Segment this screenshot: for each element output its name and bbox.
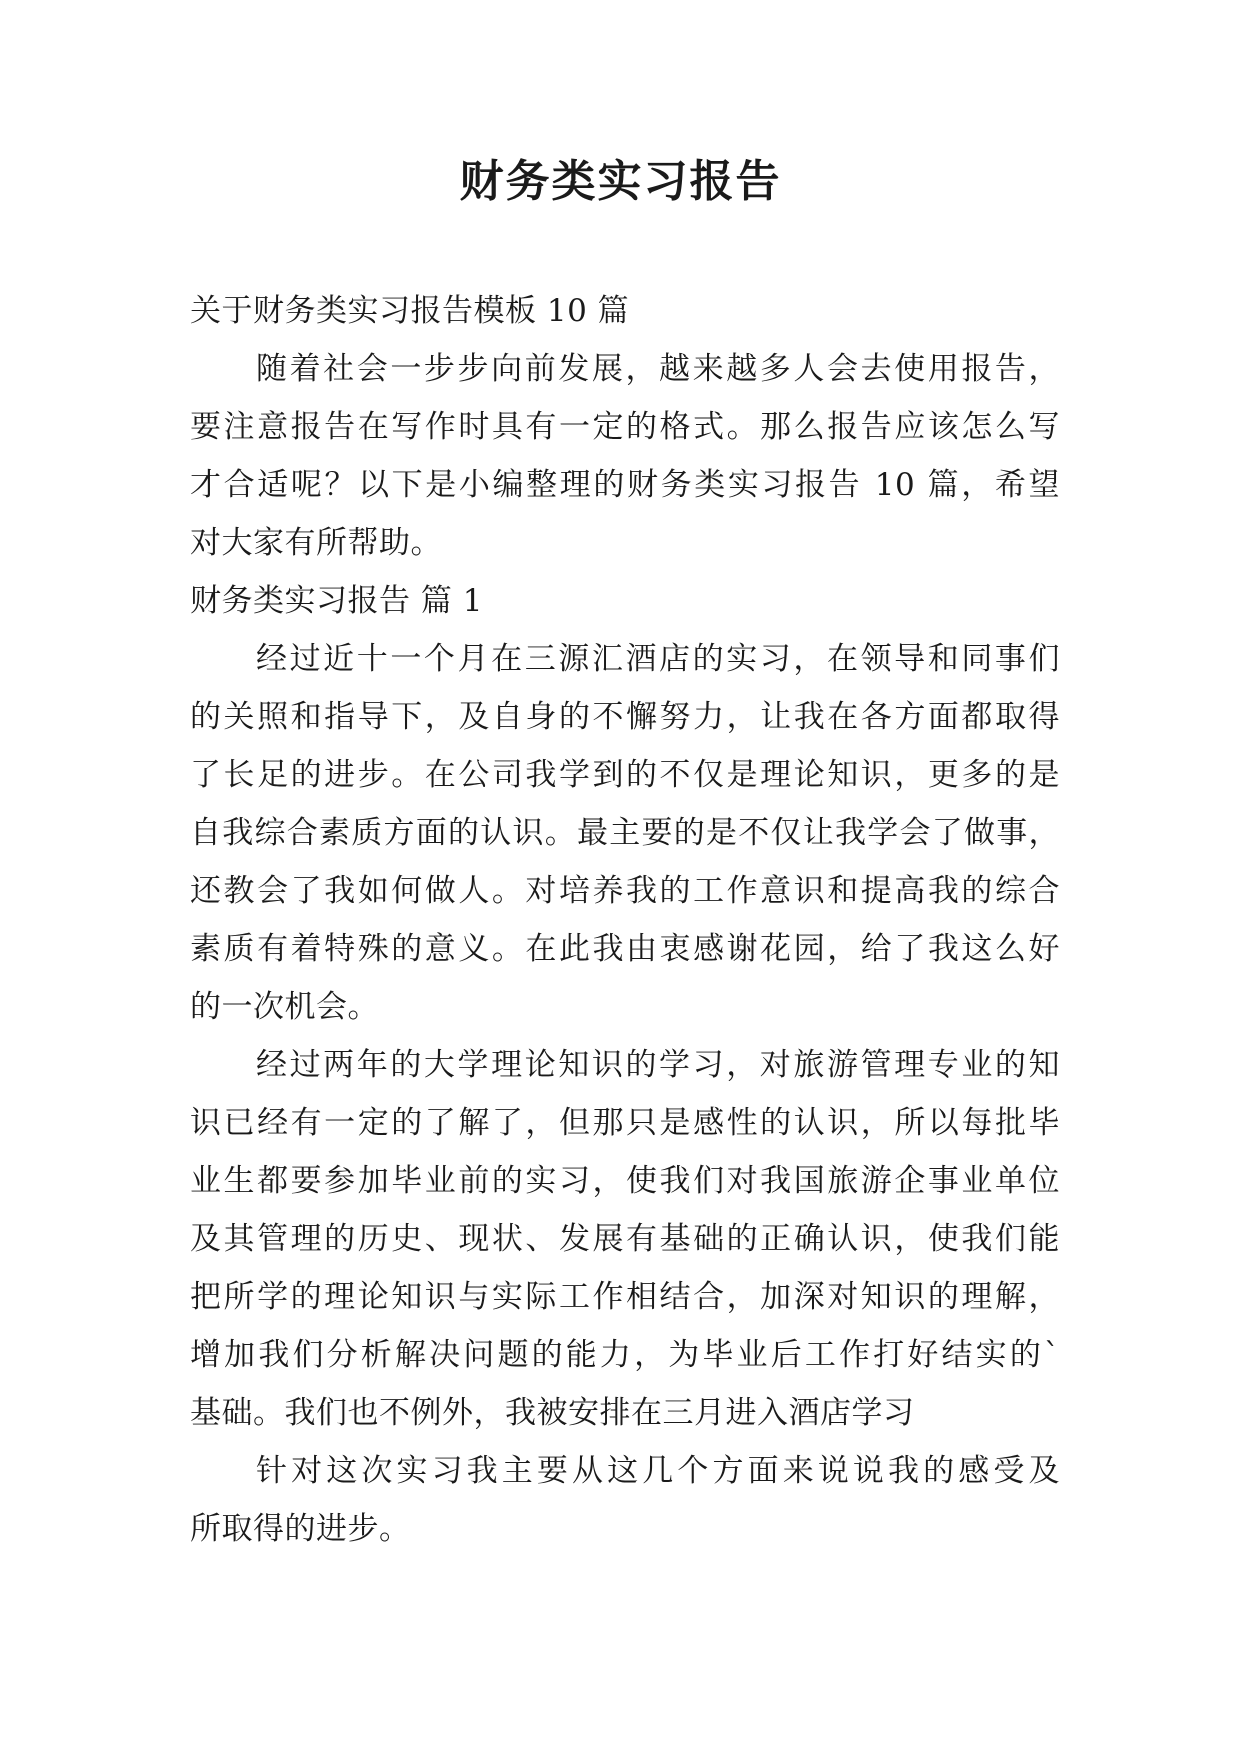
- paragraph-line: 及其管理的历史、现状、发展有基础的正确认识，使我们能: [190, 1221, 1060, 1257]
- subtitle-line: 关于财务类实习报告模板 10 篇: [190, 293, 630, 329]
- paragraph-line: 素质有着特殊的意义。在此我由衷感谢花园，给了我这么好: [190, 931, 1060, 967]
- paragraph-line: 针对这次实习我主要从这几个方面来说说我的感受及: [256, 1453, 1060, 1489]
- paragraph-line: 对大家有所帮助。: [190, 525, 442, 561]
- paragraph-line: 还教会了我如何做人。对培养我的工作意识和提高我的综合: [190, 873, 1060, 909]
- paragraph-line: 把所学的理论知识与实际工作相结合，加深对知识的理解，: [190, 1279, 1060, 1315]
- paragraph-line: 经过近十一个月在三源汇酒店的实习，在领导和同事们: [256, 641, 1060, 677]
- paragraph-line: 所取得的进步。: [190, 1511, 411, 1547]
- paragraph-line: 基础。我们也不例外，我被安排在三月进入酒店学习: [190, 1395, 915, 1431]
- paragraph-line: 随着社会一步步向前发展，越来越多人会去使用报告，: [256, 351, 1060, 387]
- paragraph-line: 增加我们分析解决问题的能力，为毕业后工作打好结实的`: [190, 1337, 1060, 1373]
- paragraph-line: 了长足的进步。在公司我学到的不仅是理论知识，更多的是: [190, 757, 1060, 793]
- paragraph-line: 自我综合素质方面的认识。最主要的是不仅让我学会了做事，: [190, 815, 1060, 851]
- paragraph-line: 要注意报告在写作时具有一定的格式。那么报告应该怎么写: [190, 409, 1060, 445]
- paragraph-line: 的一次机会。: [190, 989, 379, 1025]
- paragraph-line: 才合适呢？以下是小编整理的财务类实习报告 10 篇，希望: [190, 467, 1060, 503]
- paragraph-line: 识已经有一定的了解了，但那只是感性的认识，所以每批毕: [190, 1105, 1060, 1141]
- paragraph-line: 经过两年的大学理论知识的学习，对旅游管理专业的知: [256, 1047, 1060, 1083]
- paragraph-line: 业生都要参加毕业前的实习，使我们对我国旅游企事业单位: [190, 1163, 1060, 1199]
- document-body: [190, 282, 1060, 1558]
- document-title: 财务类实习报告: [459, 156, 782, 207]
- section-heading: 财务类实习报告 篇 1: [190, 583, 483, 619]
- paragraph-line: 的关照和指导下，及自身的不懈努力，让我在各方面都取得: [190, 699, 1060, 735]
